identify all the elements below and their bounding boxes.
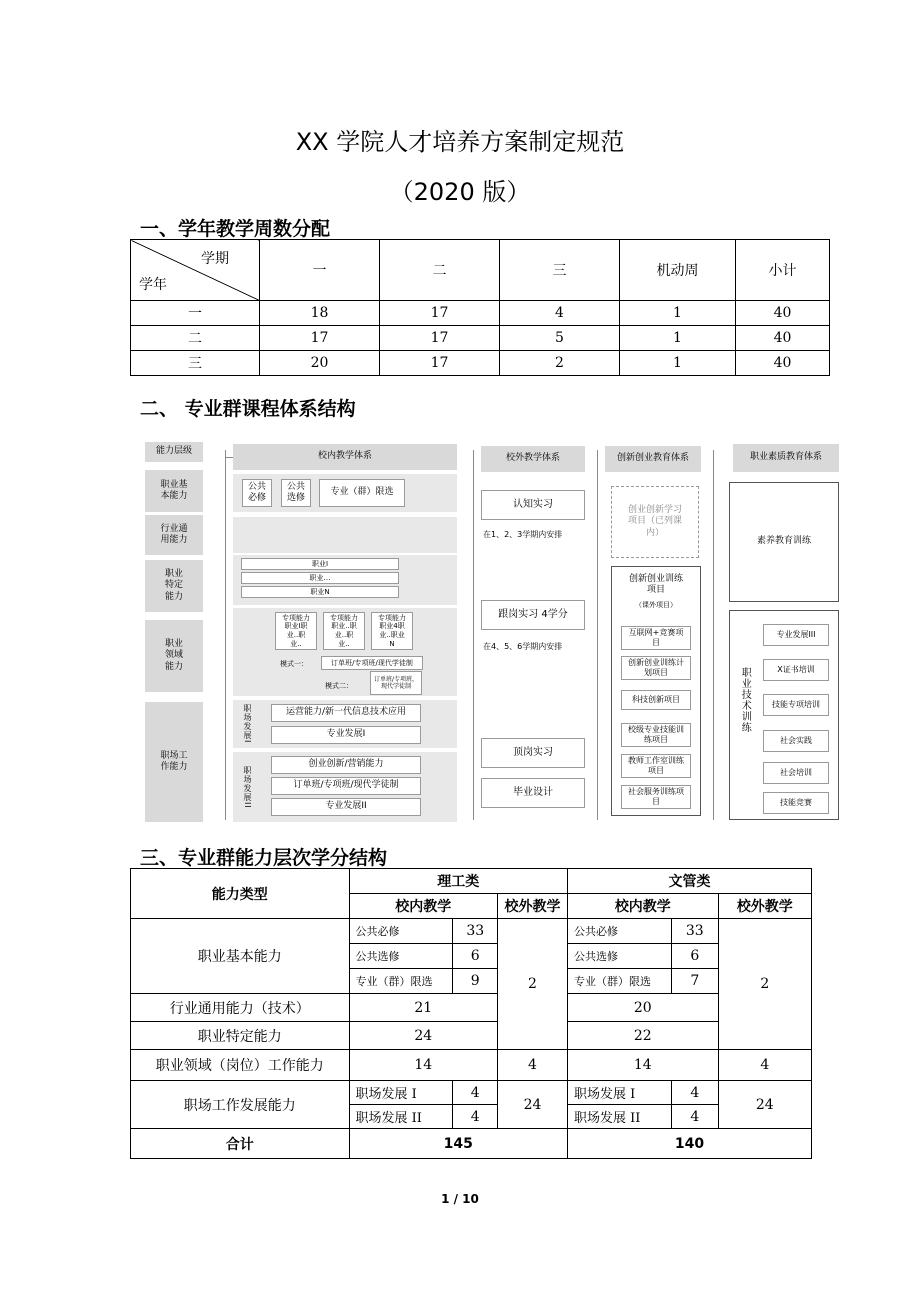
credit-value: 4	[453, 1105, 498, 1129]
page-number: 1 / 10	[441, 1192, 479, 1206]
quality-header: 职业素质教育体系	[733, 444, 839, 472]
sub-item-name: 职场发展 II	[349, 1105, 453, 1129]
column-header: 二	[380, 240, 500, 301]
quality-item: X证书培训	[763, 659, 829, 681]
dev2-item: 创业创新/营销能力	[271, 756, 421, 774]
credit-value: 6	[671, 944, 718, 969]
quality-item: 社会实践	[763, 730, 829, 752]
mode2-box: 订单班/专项班，现代学徒制	[370, 671, 422, 695]
credit-value: 33	[671, 919, 718, 944]
credit-value: 24	[498, 1081, 568, 1129]
sub-item-name: 公共选修	[349, 944, 453, 969]
level-basic: 职业基本能力	[145, 470, 203, 512]
innov-item: 社会服务训练项目	[621, 785, 691, 809]
credit-value: 22	[568, 1022, 719, 1050]
innov-sub: （课外项目）	[635, 600, 677, 609]
curriculum-diagram	[145, 440, 840, 825]
table-cell: 17	[260, 326, 380, 351]
table-cell: 4	[500, 301, 620, 326]
credit-value: 4	[671, 1081, 718, 1105]
credit-value: 4	[453, 1081, 498, 1105]
credit-value: 9	[453, 969, 498, 994]
header-ability-type: 能力类型	[131, 869, 350, 919]
ability-header: 能力层级	[145, 442, 203, 462]
innov-item: 互联网+竞赛项目	[621, 626, 691, 650]
innov-item: 创新创业训练计划项目	[621, 656, 691, 680]
basic-item: 公共必修	[242, 479, 272, 507]
column-header: 小计	[736, 240, 830, 301]
table-row	[131, 301, 830, 326]
dev2-item: 专业发展II	[271, 798, 421, 816]
year-label: 学年	[139, 277, 167, 293]
mode1-box: 订单班/专项班/现代学徒制	[321, 656, 423, 670]
header-arts: 文管类	[568, 869, 812, 894]
credit-value: 14	[568, 1050, 719, 1081]
total-science: 145	[349, 1129, 568, 1159]
header-oncampus: 校内教学	[568, 894, 719, 919]
table-cell: 40	[736, 301, 830, 326]
table-cell: 17	[380, 301, 500, 326]
offcampus-header: 校外教学体系	[481, 446, 585, 472]
work-ability-label: 职场工作发展能力	[131, 1081, 350, 1129]
column-header: 一	[260, 240, 380, 301]
section2-heading: 二、 专业群课程体系结构	[140, 398, 356, 420]
innov-header: 创新创业教育体系	[605, 446, 701, 472]
basic-item: 专业（群）限选	[319, 479, 405, 507]
credit-value: 4	[671, 1105, 718, 1129]
column-header: 三	[500, 240, 620, 301]
sub-item-name: 职场发展 I	[349, 1081, 453, 1105]
header-offcampus: 校外教学	[718, 894, 811, 919]
level-general: 行业通用能力	[145, 515, 203, 555]
credit-value: 7	[671, 969, 718, 994]
sub-item-name: 职场发展 II	[568, 1105, 672, 1129]
quality-main: 素养教育训练	[729, 482, 839, 602]
level-specific: 职业特定能力	[145, 560, 203, 612]
table-cell: 40	[736, 326, 830, 351]
table-row	[131, 326, 830, 351]
innov-item: 科技创新项目	[621, 690, 691, 710]
off-note: 在1、2、3学期内安排	[483, 530, 563, 539]
table-cell: 18	[260, 301, 380, 326]
document-edition: （2020 版）	[389, 178, 531, 206]
mode1-label: 模式一：	[280, 660, 308, 668]
dev1-item: 运营能力/新一代信息技术应用	[271, 704, 421, 722]
credit-value: 14	[349, 1050, 498, 1081]
off-item: 跟岗实习 4学分	[481, 600, 585, 630]
credit-value: 2	[498, 919, 568, 1050]
credit-value: 24	[349, 1022, 498, 1050]
section1-heading: 一、学年教学周数分配	[140, 218, 331, 240]
off-item: 顶岗实习	[481, 738, 585, 768]
innov-item: 教师工作室训练项目	[621, 754, 691, 778]
credit-value: 4	[718, 1050, 811, 1081]
innov-title: 创新创业训练项目	[629, 573, 684, 595]
credit-value: 21	[349, 994, 498, 1022]
mode2-label: 模式二：	[325, 682, 353, 690]
domain-item: 专项能力职业..职业..职业..	[323, 612, 365, 650]
table-row	[131, 351, 830, 376]
off-item: 认知实习	[481, 490, 585, 520]
credit-value: 2	[718, 919, 811, 1050]
sub-item-name: 公共选修	[568, 944, 672, 969]
diagonal-header-cell	[131, 240, 260, 301]
header-oncampus: 校内教学	[349, 894, 498, 919]
row-year: 一	[131, 301, 260, 326]
header-science: 理工类	[349, 869, 568, 894]
dev2-item: 订单班/专项班/现代学徒制	[271, 777, 421, 795]
table-cell: 40	[736, 351, 830, 376]
total-arts: 140	[568, 1129, 812, 1159]
general-ability-label: 行业通用能力（技术）	[131, 994, 350, 1022]
dev2-label: 职场发展II	[243, 765, 252, 809]
total-label: 合计	[131, 1129, 350, 1159]
table-cell: 17	[380, 326, 500, 351]
header-offcampus: 校外教学	[498, 894, 568, 919]
dev1-item: 专业发展I	[271, 726, 421, 744]
general-block	[233, 517, 457, 553]
section3-heading: 三、专业群能力层次学分结构	[140, 847, 388, 869]
table-cell: 2	[500, 351, 620, 376]
row-year: 二	[131, 326, 260, 351]
oncampus-header: 校内教学体系	[233, 444, 457, 470]
domain-item: 专项能力职业4职业..职业N	[371, 612, 413, 650]
credit-value: 4	[498, 1050, 568, 1081]
table-cell: 5	[500, 326, 620, 351]
quality-item: 技能竞赛	[763, 792, 829, 814]
table-cell: 1	[620, 301, 736, 326]
specific-ability-label: 职业特定能力	[131, 1022, 350, 1050]
domain-ability-label: 职业领域（岗位）工作能力	[131, 1050, 350, 1081]
credit-value: 6	[453, 944, 498, 969]
quality-item: 专业发展III	[763, 624, 829, 646]
quality-item: 技能专项培训	[763, 694, 829, 716]
credit-value: 24	[718, 1081, 811, 1129]
sub-item-name: 公共必修	[349, 919, 453, 944]
off-note: 在4、5、6学期内安排	[483, 642, 563, 651]
specific-item: 职业I	[241, 558, 399, 570]
domain-item: 专项能力职业I职业..职业..	[275, 612, 317, 650]
level-work: 职场工作能力	[145, 702, 203, 822]
document-title: XX 学院人才培养方案制定规范	[295, 128, 625, 156]
weeks-table	[130, 239, 830, 376]
credits-table	[130, 868, 812, 1159]
quality-vertical: 职业技术训练	[739, 667, 751, 733]
dev1-label: 职场发展I	[243, 704, 252, 744]
sub-item-name: 公共必修	[568, 919, 672, 944]
credit-value: 20	[568, 994, 719, 1022]
innov-item: 校级专业技能训练项目	[621, 723, 691, 747]
column-header: 机动周	[620, 240, 736, 301]
basic-ability-label: 职业基本能力	[131, 919, 350, 994]
level-domain: 职业领域能力	[145, 620, 203, 692]
table-cell: 1	[620, 326, 736, 351]
sub-item-name: 职场发展 I	[568, 1081, 672, 1105]
specific-item: 职业N	[241, 586, 399, 598]
off-item: 毕业设计	[481, 778, 585, 808]
table-cell: 1	[620, 351, 736, 376]
table-cell: 17	[380, 351, 500, 376]
row-year: 三	[131, 351, 260, 376]
table-cell: 20	[260, 351, 380, 376]
basic-item: 公共选修	[281, 479, 311, 507]
credit-value: 33	[453, 919, 498, 944]
specific-item: 职业…	[241, 572, 399, 584]
quality-item: 社会培训	[763, 762, 829, 784]
semester-label: 学期	[201, 251, 229, 267]
sub-item-name: 专业（群）限选	[568, 969, 672, 994]
innov-dashed: 创业创新学习项目（已列课内）	[611, 486, 699, 558]
sub-item-name: 专业（群）限选	[349, 969, 453, 994]
